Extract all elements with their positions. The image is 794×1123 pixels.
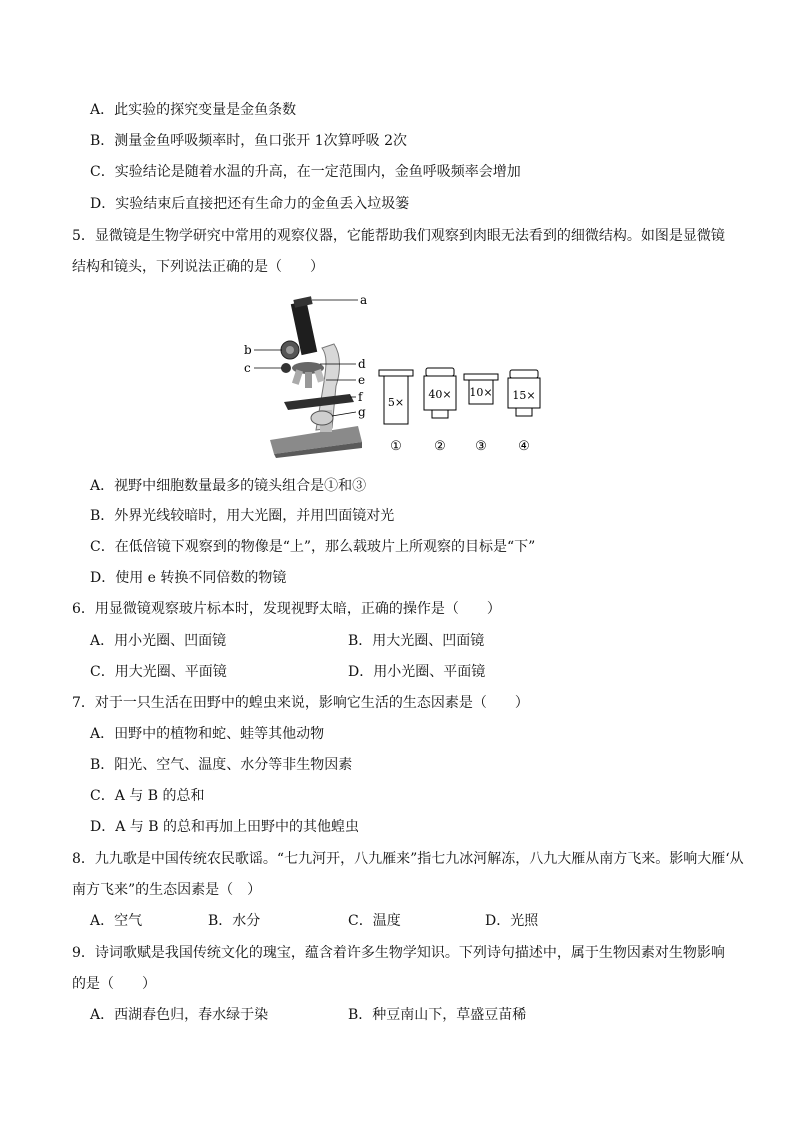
q6-stem: 6．用显微镜观察玻片标本时，发现视野太暗，正确的操作是（ ） <box>72 601 501 617</box>
part-label-b: b <box>244 343 252 357</box>
q8-stem-line2: 南方飞来”的生态因素是（ ） <box>72 882 262 898</box>
q8-option-b: B．水分 <box>208 913 261 929</box>
part-label-c: c <box>244 361 251 375</box>
q8-option-a: A．空气 <box>90 913 143 929</box>
lens-number-4: ④ <box>518 439 530 454</box>
q6-option-b: B．用大光圈、凹面镜 <box>348 633 485 649</box>
lens-2-label: 40× <box>428 388 452 401</box>
q9-stem-line2: 的是（ ） <box>72 976 156 992</box>
microscope-figure <box>238 290 558 460</box>
q9-stem-line1: 9．诗词歌赋是我国传统文化的瑰宝，蕴含着许多生物学知识。下列诗句描述中，属于生物因素对生物影响 <box>72 945 725 961</box>
lens-1-label: 5× <box>387 396 405 409</box>
q8-option-d: D．光照 <box>485 913 539 929</box>
q9-option-b: B．种豆南山下，草盛豆苗稀 <box>348 1007 527 1023</box>
part-label-d: d <box>358 357 366 371</box>
part-label-f: f <box>358 390 363 404</box>
lens-2 <box>424 368 456 418</box>
q6-option-c: C．用大光圈、平面镜 <box>90 664 227 680</box>
q4-option-c: C．实验结论是随着水温的升高，在一定范围内，金鱼呼吸频率会增加 <box>90 164 521 180</box>
q4-option-b: B．测量金鱼呼吸频率时，鱼口张开 1次算呼吸 2次 <box>90 133 408 149</box>
q8-stem-line1: 8．九九歌是中国传统农民歌谣。“七九河开，八九雁来”指七九冰河解冻，八九大雁从南方飞来。影响大雁‘从 <box>72 851 744 867</box>
q7-stem: 7．对于一只生活在田野中的蝗虫来说，影响它生活的生态因素是（ ） <box>72 695 529 711</box>
q4-option-a: A．此实验的探究变量是金鱼条数 <box>90 102 297 118</box>
lens-4 <box>508 370 540 416</box>
q9-option-a: A．西湖春色归，春水绿于染 <box>90 1007 269 1023</box>
lens-3-label: 10× <box>469 386 493 399</box>
part-label-a: a <box>360 293 368 307</box>
q7-option-c: C．A 与 B 的总和 <box>90 788 205 804</box>
part-label-e: e <box>358 373 366 387</box>
lens-number-3: ③ <box>475 439 487 454</box>
q7-option-d: D．A 与 B 的总和再加上田野中的其他蝗虫 <box>90 819 359 835</box>
q5-stem-line2: 结构和镜头，下列说法正确的是（ ） <box>72 259 324 275</box>
q5-stem-line1: 5．显微镜是生物学研究中常用的观察仪器，它能帮助我们观察到肉眼无法看到的细微结构。如图是显微镜 <box>72 228 725 244</box>
q6-option-a: A．用小光圈、凹面镜 <box>90 633 227 649</box>
q8-option-c: C．温度 <box>348 913 401 929</box>
q5-option-b: B．外界光线较暗时，用大光圈，并用凹面镜对光 <box>90 508 395 524</box>
lens-number-1: ① <box>390 439 402 454</box>
q7-option-a: A．田野中的植物和蛇、蛙等其他动物 <box>90 726 325 742</box>
q5-option-a: A．视野中细胞数量最多的镜头组合是①和③ <box>90 478 367 494</box>
q7-option-b: B．阳光、空气、温度、水分等非生物因素 <box>90 757 353 773</box>
q5-option-c: C．在低倍镜下观察到的物像是“上”，那么载玻片上所观察的目标是“下” <box>90 539 536 555</box>
q6-option-d: D．用小光圈、平面镜 <box>348 664 486 680</box>
part-label-g: g <box>358 405 366 419</box>
q5-option-d: D．使用 e 转换不同倍数的物镜 <box>90 570 287 586</box>
lens-1 <box>379 370 413 424</box>
lens-number-2: ② <box>434 439 446 454</box>
lens-4-label: 15× <box>512 389 536 402</box>
q4-option-d: D．实验结束后直接把还有生命力的金鱼丢入垃圾篓 <box>90 196 410 212</box>
lens-3 <box>464 374 498 404</box>
